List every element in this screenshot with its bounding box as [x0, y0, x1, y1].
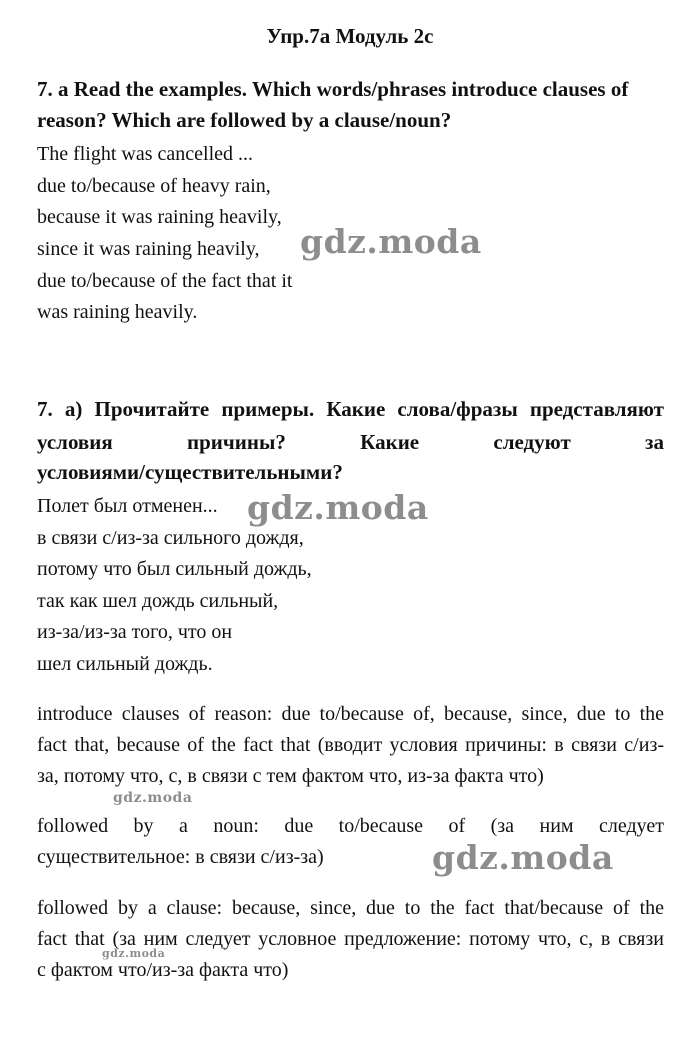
russian-heading-word: причины?: [187, 430, 286, 454]
russian-example-line: из-за/из-за того, что он: [37, 621, 233, 643]
russian-example-line: потому что был сильный дождь,: [37, 558, 312, 580]
russian-example-line: в связи с/из-за сильного дождя,: [37, 527, 304, 549]
russian-heading-line-1: 7. а) Прочитайте примеры. Какие слова/фразы представляют: [37, 397, 664, 421]
watermark: gdz.moda: [102, 947, 166, 960]
russian-heading-word: условия: [37, 430, 113, 454]
russian-example-line: Полет был отменен...: [37, 495, 218, 517]
english-example-line: because it was raining heavily,: [37, 206, 282, 228]
watermark: gdz.moda: [247, 488, 429, 527]
russian-heading-word: за: [645, 430, 664, 454]
answer-clause-line-1: followed by a clause: because, since, due to the fact that/because of the: [37, 897, 664, 919]
russian-heading-word: следуют: [493, 430, 571, 454]
watermark: gdz.moda: [300, 222, 482, 261]
english-example-line: The flight was cancelled ...: [37, 143, 254, 165]
russian-example-line: шел сильный дождь.: [37, 653, 213, 675]
russian-heading-line-3: условиями/существительными?: [37, 460, 343, 484]
english-example-line: since it was raining heavily,: [37, 238, 260, 260]
answer-reason-line-1: introduce clauses of reason: due to/because of, because, since, due to the: [37, 703, 664, 725]
english-example-line: due to/because of the fact that it: [37, 270, 293, 292]
answer-reason-line-2: fact that, because of the fact that (вводит условия причины: в связи с/из-: [37, 734, 664, 756]
answer-clause-line-2: fact that (за ним следует условное предложение: потому что, с, в связи: [37, 928, 664, 950]
answer-reason-line-3: за, потому что, с, в связи с тем фактом что, из-за факта что): [37, 765, 544, 787]
watermark: gdz.moda: [113, 790, 193, 806]
page-title: Упр.7a Модуль 2c: [266, 24, 434, 48]
answer-clause-line-3: с фактом что/из-за факта что): [37, 959, 289, 981]
answer-noun-line-2: существительное: в связи с/из-за): [37, 846, 324, 868]
answer-noun-line-1: followed by a noun: due to/because of (за ним следует: [37, 815, 664, 837]
english-example-line: due to/because of heavy rain,: [37, 175, 271, 197]
english-heading-line-2: reason? Which are followed by a clause/noun?: [37, 108, 452, 132]
russian-heading-line-2: [37, 427, 664, 458]
russian-heading-word: Какие: [360, 430, 420, 454]
english-example-line: was raining heavily.: [37, 301, 198, 323]
english-heading-line-1: 7. a Read the examples. Which words/phrases introduce clauses of: [37, 77, 629, 101]
russian-example-line: так как шел дождь сильный,: [37, 590, 279, 612]
watermark: gdz.moda: [432, 838, 614, 877]
